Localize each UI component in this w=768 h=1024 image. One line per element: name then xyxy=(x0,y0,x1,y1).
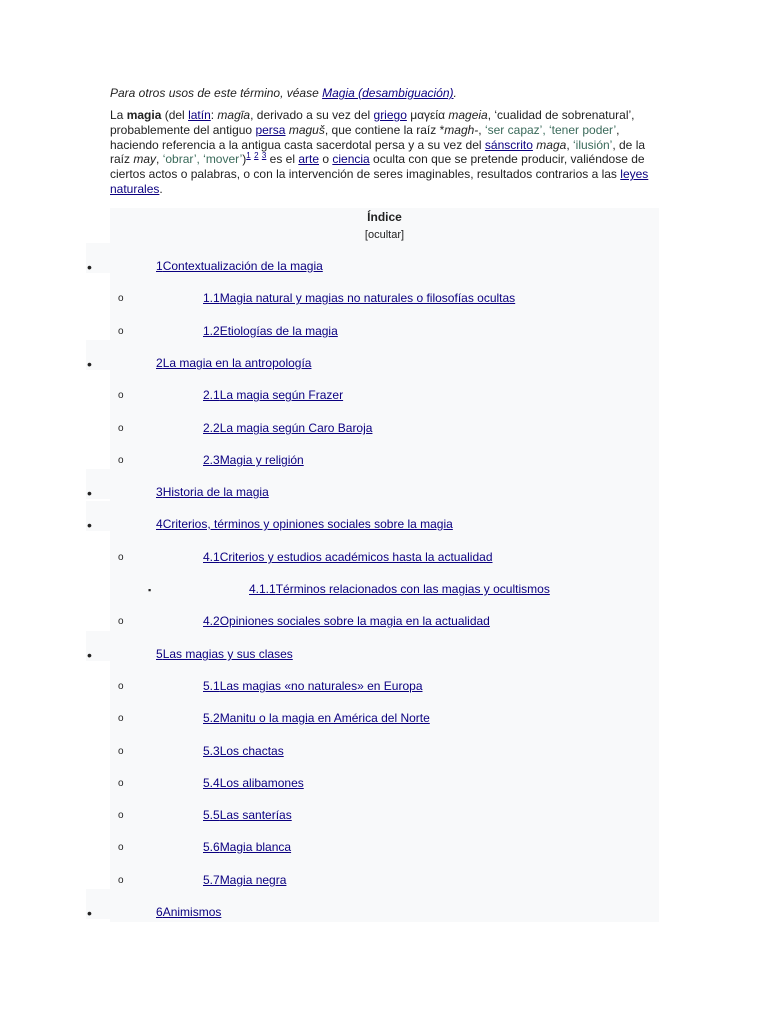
toc-item-link[interactable] xyxy=(203,550,493,564)
toc-item-label: La magia según Caro Baroja xyxy=(219,421,373,435)
toc-item-number: 1 xyxy=(156,259,163,273)
toc-bullet-icon xyxy=(118,808,124,824)
toc-bullet-icon xyxy=(87,517,92,536)
toc-title: Índice xyxy=(367,210,402,224)
toc-item-number: 2.2 xyxy=(203,421,220,435)
toc-item-link[interactable] xyxy=(156,259,323,273)
lead-italic: maga xyxy=(536,137,567,152)
toc-item-link[interactable] xyxy=(156,647,293,661)
toc-toggle[interactable] xyxy=(110,229,659,241)
toc-item-number: 4.1.1 xyxy=(249,582,276,596)
toc-bullet-icon xyxy=(118,776,124,792)
lead-text: , de la raíz xyxy=(110,137,646,167)
toc-item-link[interactable] xyxy=(203,453,304,467)
toc-item-number: 1.2 xyxy=(203,324,220,338)
toc-bullet-icon xyxy=(87,905,92,924)
toc-item-link[interactable] xyxy=(203,744,284,758)
toc-item-link[interactable] xyxy=(203,421,372,435)
toc-item-link[interactable] xyxy=(203,711,430,725)
toc-item-label: Magia negra xyxy=(219,873,287,887)
lead-italic: may xyxy=(133,152,157,167)
toc-item-link[interactable] xyxy=(203,840,291,854)
toc-item-label: La magia según Frazer xyxy=(219,388,344,402)
toc-item-link[interactable] xyxy=(156,485,269,499)
toc-item-label: Animismos xyxy=(162,905,222,919)
link-leyes-naturales[interactable]: leyes naturales xyxy=(110,167,649,196)
toc-item-label: La magia en la antropología xyxy=(162,356,312,370)
toc-item-label: Los chactas xyxy=(219,744,284,758)
reference-2-link[interactable]: 2 xyxy=(254,151,259,161)
lead-text: , que contiene la raíz * xyxy=(324,122,445,137)
toc-bullet-icon xyxy=(87,259,92,278)
toc-bullet-icon xyxy=(118,744,124,760)
toc-item-number: 1.1 xyxy=(203,291,220,305)
toc-item-number: 5.7 xyxy=(203,873,220,887)
lead-gloss: ‘ilusión’ xyxy=(572,137,613,152)
toc-item-label: Manitu o la magia en América del Norte xyxy=(219,711,430,725)
hatnote-suffix: . xyxy=(453,86,457,100)
hatnote-prefix: Para otros usos de este término, véase xyxy=(110,86,323,100)
lead-italic: maguš xyxy=(288,122,325,137)
toc-item-number: 5.3 xyxy=(203,744,220,758)
toc-item-label: Criterios y estudios académicos hasta la actualidad xyxy=(219,550,493,564)
toc-item-label: Los alibamones xyxy=(219,776,304,790)
lead-gloss: ‘ser capaz’, ‘tener poder’ xyxy=(484,122,617,137)
toc-item-link[interactable] xyxy=(156,356,311,370)
toc-item-link[interactable] xyxy=(203,776,304,790)
lead-text: , xyxy=(156,152,163,167)
lead-bold-term: magia xyxy=(126,108,162,122)
lead-italic: mageia xyxy=(448,108,488,122)
lead-text: (del xyxy=(161,108,189,122)
link-sanscrito[interactable]: sánscrito xyxy=(484,137,533,152)
toc-item-number: 4 xyxy=(156,517,163,531)
toc-item-number: 5.4 xyxy=(203,776,220,790)
lead-text: μαγεία xyxy=(406,108,449,122)
toc-item-number: 5.2 xyxy=(203,711,220,725)
toc-toggle-link[interactable]: [ocultar] xyxy=(364,229,405,241)
lead-text: es el xyxy=(266,152,299,167)
lead-text: , ‘cualidad de sobrenatural’, probablemente del antiguo xyxy=(110,108,635,137)
toc-bullet-icon xyxy=(118,388,124,404)
toc-bullet-icon xyxy=(118,550,124,566)
hatnote xyxy=(110,86,457,100)
toc-box xyxy=(110,208,659,922)
toc-item-number: 4.2 xyxy=(203,614,220,628)
lead-italic: magīa xyxy=(217,108,251,122)
toc-bullet-icon xyxy=(118,711,124,727)
lead-paragraph xyxy=(110,108,660,197)
toc-item-label: Las magias «no naturales» en Europa xyxy=(219,679,423,693)
toc-item-label: Etiologías de la magia xyxy=(219,324,338,338)
toc-item-number: 2.3 xyxy=(203,453,220,467)
toc-item-link[interactable] xyxy=(203,614,490,628)
toc-item-number: 6 xyxy=(156,905,163,919)
toc-item-link[interactable] xyxy=(156,517,453,531)
link-arte[interactable]: arte xyxy=(298,152,320,167)
lead-text: La xyxy=(110,108,127,122)
toc-item-label: Contextualización de la magia xyxy=(162,259,323,273)
toc-bullet-icon xyxy=(118,453,124,469)
lead-text: . xyxy=(159,181,163,196)
toc-item-number: 3 xyxy=(156,485,163,499)
link-persa[interactable]: persa xyxy=(255,122,286,137)
toc-item-number: 5.1 xyxy=(203,679,220,693)
toc-item-label: Magia y religión xyxy=(219,453,304,467)
lead-text: , derivado a su vez del xyxy=(250,108,374,122)
lead-text: o xyxy=(319,152,333,167)
disambiguation-link[interactable]: Magia (desambiguación) xyxy=(322,86,454,100)
toc-bullet-icon xyxy=(118,324,124,340)
toc-bullet-icon xyxy=(87,647,92,666)
toc-item-label: Las magias y sus clases xyxy=(162,647,293,661)
toc-item-number: 2.1 xyxy=(203,388,220,402)
toc-item-link[interactable] xyxy=(203,388,343,402)
toc-item-number: 5.6 xyxy=(203,840,220,854)
toc-bullet-icon xyxy=(148,582,151,599)
toc-item-label: Magia blanca xyxy=(219,840,292,854)
lead-text: : xyxy=(210,108,218,122)
reference-1-link[interactable]: 1 xyxy=(246,151,251,161)
toc-item-link[interactable] xyxy=(203,291,515,305)
toc-item-label: Las santerías xyxy=(219,808,292,822)
lead-text: , xyxy=(566,137,573,152)
toc-bullet-icon xyxy=(118,614,124,630)
toc-item-label: Opiniones sociales sobre la magia en la actualidad xyxy=(219,614,490,628)
toc-item-number: 2 xyxy=(156,356,163,370)
lead-italic: magh- xyxy=(444,122,479,137)
link-griego[interactable]: griego xyxy=(373,108,407,122)
toc-item-number: 5 xyxy=(156,647,163,661)
lead-gloss: ‘obrar’, ‘mover’ xyxy=(162,152,243,167)
link-ciencia[interactable]: ciencia xyxy=(332,152,370,167)
toc-bullet-icon xyxy=(118,421,124,437)
toc-bullet-icon xyxy=(118,679,124,695)
toc-item-link[interactable] xyxy=(203,873,286,887)
toc-item-label: Historia de la magia xyxy=(162,485,269,499)
toc-bullet-icon xyxy=(118,873,124,889)
link-latin[interactable]: latín xyxy=(188,108,211,122)
reference-3-link[interactable]: 3 xyxy=(261,151,267,161)
toc-item-label: Términos relacionados con las magias y ocultismos xyxy=(275,582,550,596)
toc-item-link[interactable] xyxy=(249,582,550,596)
lead-text: oculta con que se pretende producir, valiéndose de ciertos actos o palabras, o con la intervención de seres imaginables, resultados contrarios a las xyxy=(110,152,645,182)
toc-bullet-icon xyxy=(118,840,124,856)
toc-item-label: Magia natural y magias no naturales o filosofías ocultas xyxy=(219,291,516,305)
lead-text: , haciendo referencia a la antigua casta sacerdotal persa y a su vez del xyxy=(110,122,620,152)
toc-item-link[interactable] xyxy=(203,679,423,693)
lead-text: , xyxy=(478,122,485,137)
toc-item-number: 4.1 xyxy=(203,550,220,564)
lead-text: ) xyxy=(242,152,247,167)
toc-item-number: 5.5 xyxy=(203,808,220,822)
toc-bullet-icon xyxy=(118,291,124,307)
toc-bullet-icon xyxy=(87,356,92,375)
toc-item-label: Criterios, términos y opiniones sociales sobre la magia xyxy=(162,517,453,531)
toc-item-link[interactable] xyxy=(203,324,338,338)
toc-item-link[interactable] xyxy=(203,808,292,822)
toc-item-link[interactable] xyxy=(156,905,221,919)
